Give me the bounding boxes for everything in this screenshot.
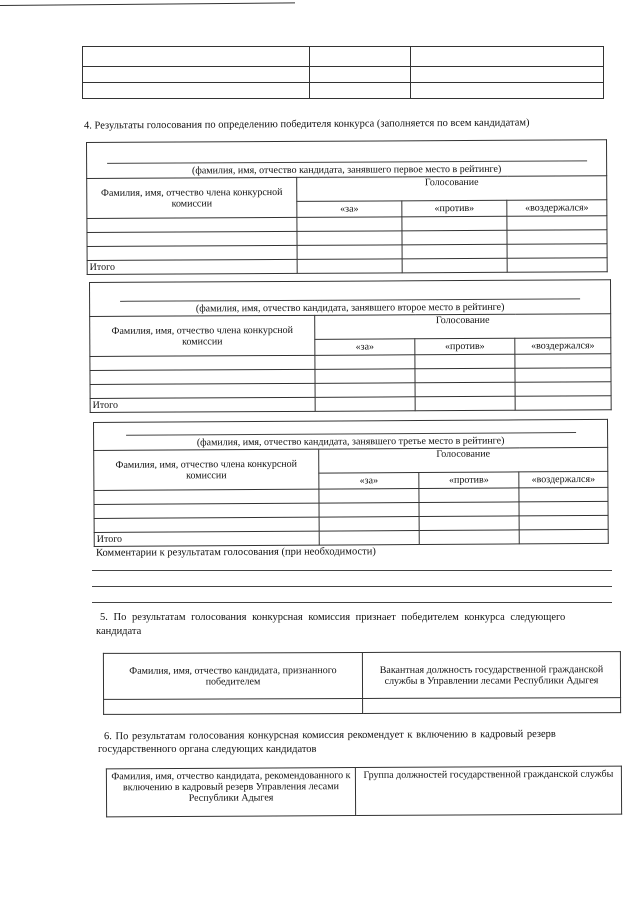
- voting-header: Голосование: [297, 176, 607, 202]
- col-for: «за»: [315, 339, 415, 356]
- table-cell: [415, 396, 515, 411]
- section5-line2: кандидата: [96, 626, 142, 637]
- winner-table: [103, 651, 621, 715]
- table-cell: [507, 258, 607, 273]
- table-cell: [515, 354, 611, 369]
- reserve-table: [106, 766, 622, 818]
- comment-line: [92, 586, 612, 587]
- table-cell: [363, 698, 621, 714]
- table-cell: [315, 397, 415, 412]
- table-cell: [319, 531, 419, 546]
- table-cell: [411, 83, 604, 99]
- table-cell: [90, 369, 315, 384]
- reserve-name-header: Фамилия, имя, отчество кандидата, рекомендованного к включению в кадровый резерв Управления лесами Республики Адыгея: [106, 768, 355, 817]
- section6-line1: 6. По результатам голосования конкурсная комиссия рекомендует к включению в кадровый резерв: [103, 728, 556, 743]
- total-label: Итого: [90, 397, 315, 412]
- table-cell: [87, 217, 297, 232]
- table-cell: [419, 516, 519, 531]
- table-cell: [319, 517, 419, 532]
- candidate-name-line: [126, 432, 576, 436]
- table-cell: [519, 515, 608, 530]
- table-cell: [507, 230, 607, 245]
- comment-line: [92, 602, 612, 603]
- voting-header: Голосование: [315, 314, 611, 340]
- col-abstain: «воздержался»: [519, 471, 608, 488]
- col-abstain: «воздержался»: [507, 200, 607, 217]
- section6-line2: государственного органа следующих кандидатов: [98, 744, 317, 755]
- table-cell: [515, 382, 611, 397]
- winner-name-header: Фамилия, имя, отчество кандидата, признанного победителем: [103, 652, 362, 699]
- table-cell: [507, 216, 607, 231]
- table-cell: [310, 67, 411, 83]
- table-cell: [94, 489, 319, 504]
- table-cell: [319, 503, 419, 518]
- table2-title: (фамилия, имя, отчество кандидата, занявшего второе место в рейтинге): [195, 301, 505, 315]
- table-cell: [104, 698, 363, 714]
- table-cell: [94, 503, 319, 518]
- table-cell: [415, 368, 515, 383]
- table-cell: [297, 217, 402, 232]
- table-cell: [519, 501, 608, 516]
- col-for: «за»: [297, 201, 402, 218]
- table-cell: [402, 258, 507, 273]
- table-cell: [519, 487, 608, 502]
- table3-title: (фамилия, имя, отчество кандидата, занявшего третье место в рейтинге): [196, 435, 505, 449]
- continuation-table: [82, 46, 604, 99]
- table-cell: [319, 489, 419, 504]
- table1-title: (фамилия, имя, отчество кандидата, занявшего первое место в рейтинге): [191, 163, 502, 177]
- table-cell: [94, 517, 319, 532]
- table-cell: [415, 382, 515, 397]
- table-cell: [402, 230, 507, 245]
- vacancy-header: Вакантная должность государственной гражданской службы в Управлении лесами Республики Адыгея: [362, 652, 620, 699]
- table-cell: [83, 47, 310, 67]
- table-cell: [297, 231, 402, 246]
- table-cell: [90, 383, 315, 398]
- member-header: Фамилия, имя, отчество члена конкурсной комиссии: [90, 315, 315, 356]
- table-cell: [419, 502, 519, 517]
- table-cell: [297, 245, 402, 260]
- table-cell: [515, 396, 611, 411]
- col-against: «против»: [402, 200, 507, 217]
- table-cell: [310, 83, 411, 99]
- position-group-header: Группа должностей государственной гражданской службы: [355, 766, 621, 815]
- table-cell: [402, 216, 507, 231]
- table-cell: [315, 383, 415, 398]
- member-header: Фамилия, имя, отчество члена конкурсной комиссии: [94, 449, 319, 490]
- top-border-line: [0, 2, 295, 6]
- table-cell: [402, 244, 507, 259]
- table-cell: [419, 488, 519, 503]
- candidate-name-line: [120, 298, 580, 301]
- table-cell: [83, 83, 310, 99]
- section4-heading: 4. Результаты голосования по определению победителя конкурса (заполняется по всем кандидатам): [83, 117, 530, 132]
- table-cell: [90, 355, 315, 370]
- table-cell: [310, 47, 411, 67]
- table-cell: [411, 67, 604, 83]
- table-cell: [83, 67, 310, 83]
- table-cell: [297, 259, 402, 274]
- table-cell: [315, 355, 415, 370]
- table-cell: [507, 244, 607, 259]
- candidate-name-line: [107, 160, 587, 164]
- col-against: «против»: [415, 338, 515, 355]
- col-abstain: «воздержался»: [515, 338, 611, 355]
- col-against: «против»: [419, 472, 519, 489]
- comment-line: [92, 570, 612, 571]
- table-cell: [419, 530, 519, 545]
- table-cell: [415, 354, 515, 369]
- table-cell: [519, 529, 608, 544]
- member-header: Фамилия, имя, отчество члена конкурсной комиссии: [87, 177, 297, 218]
- total-label: Итого: [87, 259, 297, 274]
- col-for: «за»: [319, 473, 419, 490]
- table-cell: [315, 369, 415, 384]
- voting-header: Голосование: [319, 447, 608, 473]
- total-label: Итого: [94, 531, 319, 546]
- comments-label: Комментарии к результатам голосования (при необходимости): [95, 546, 376, 559]
- section5-line1: 5. По результатам голосования конкурсная комиссия признает победителем конкурса следующего: [100, 612, 566, 623]
- table-cell: [515, 368, 611, 383]
- table-cell: [87, 231, 297, 246]
- table-cell: [87, 245, 297, 260]
- table-cell: [411, 47, 604, 67]
